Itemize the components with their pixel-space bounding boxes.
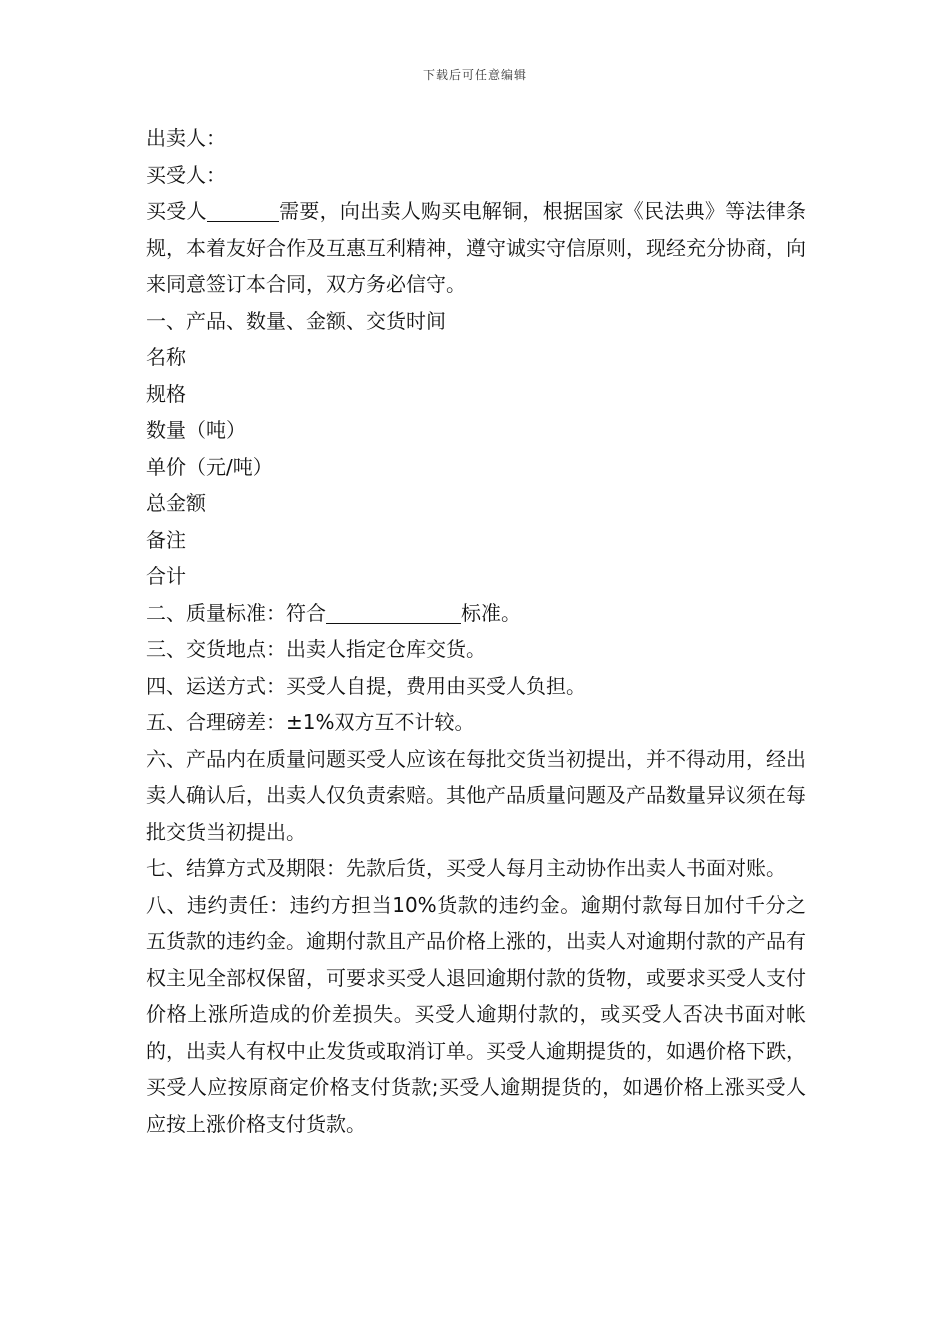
section3-delivery-place: 三、交货地点：出卖人指定仓库交货。 (146, 637, 486, 661)
section5-weight-tolerance: 五、合理磅差：±1%双方互不计较。 (146, 710, 475, 734)
table-label-spec: 规格 (146, 381, 186, 406)
buyer-label: 买受人： (146, 162, 226, 187)
section2-part2: 标准。 (461, 600, 521, 625)
buyer-name-blank (207, 201, 279, 222)
contract-body (146, 120, 806, 1142)
seller-label: 出卖人： (146, 126, 226, 150)
section2-part1: 二、质量标准：符合 (146, 600, 326, 625)
section1-title: 一、产品、数量、金额、交货时间 (146, 308, 446, 333)
section8-liability: 八、违约责任：违约方担当10%货款的违约金。逾期付款每日加付千分之五货款的违约金。逾期付款且产品价格上涨的，出卖人对逾期付款的产品有权主见全部权保留，可要求买受人退回逾期付款的货物，或要求买受人支付价格上涨所造成的价差损失。买受人逾期付款的，或买受人否决书面对帐的，出卖人有权中止发货或取消订单。买受人逾期提货的，如遇价格下跌，买受人应按原商定价格支付货款;买受人逾期提货的，如遇价格上涨买受人应按上涨价格支付货款。 (146, 892, 806, 1136)
intro-part1: 买受人 (146, 199, 207, 223)
table-label-sum: 合计 (146, 564, 186, 588)
table-label-total-amount: 总金额 (146, 491, 206, 515)
intro-part2: 需要，向出卖人购买电解铜，根据国家《民法典》等法律条规，本着友好合作及互惠互利精神，遵守诚实守信原则，现经充分协商，向来同意签订本合同，双方务必信守。 (146, 199, 807, 296)
table-label-unit-price: 单价（元/吨） (146, 454, 273, 479)
section6-quality-issues: 六、产品内在质量问题买受人应该在每批交货当初提出，并不得动用，经出卖人确认后，出卖人仅负责索赔。其他产品质量问题及产品数量异议须在每批交货当初提出。 (146, 746, 806, 844)
table-label-name: 名称 (146, 345, 186, 369)
section4-transport: 四、运送方式：买受人自提，费用由买受人负担。 (146, 673, 586, 698)
table-label-quantity: 数量（吨） (146, 418, 246, 442)
intro-paragraph (146, 193, 806, 303)
section7-settlement: 七、结算方式及期限：先款后货，买受人每月主动协作出卖人书面对账。 (146, 856, 786, 880)
table-label-remarks: 备注 (146, 527, 186, 552)
standard-blank (326, 603, 461, 624)
page-header-note: 下载后可任意编辑 (422, 68, 527, 82)
section2-quality-standard (146, 595, 806, 632)
